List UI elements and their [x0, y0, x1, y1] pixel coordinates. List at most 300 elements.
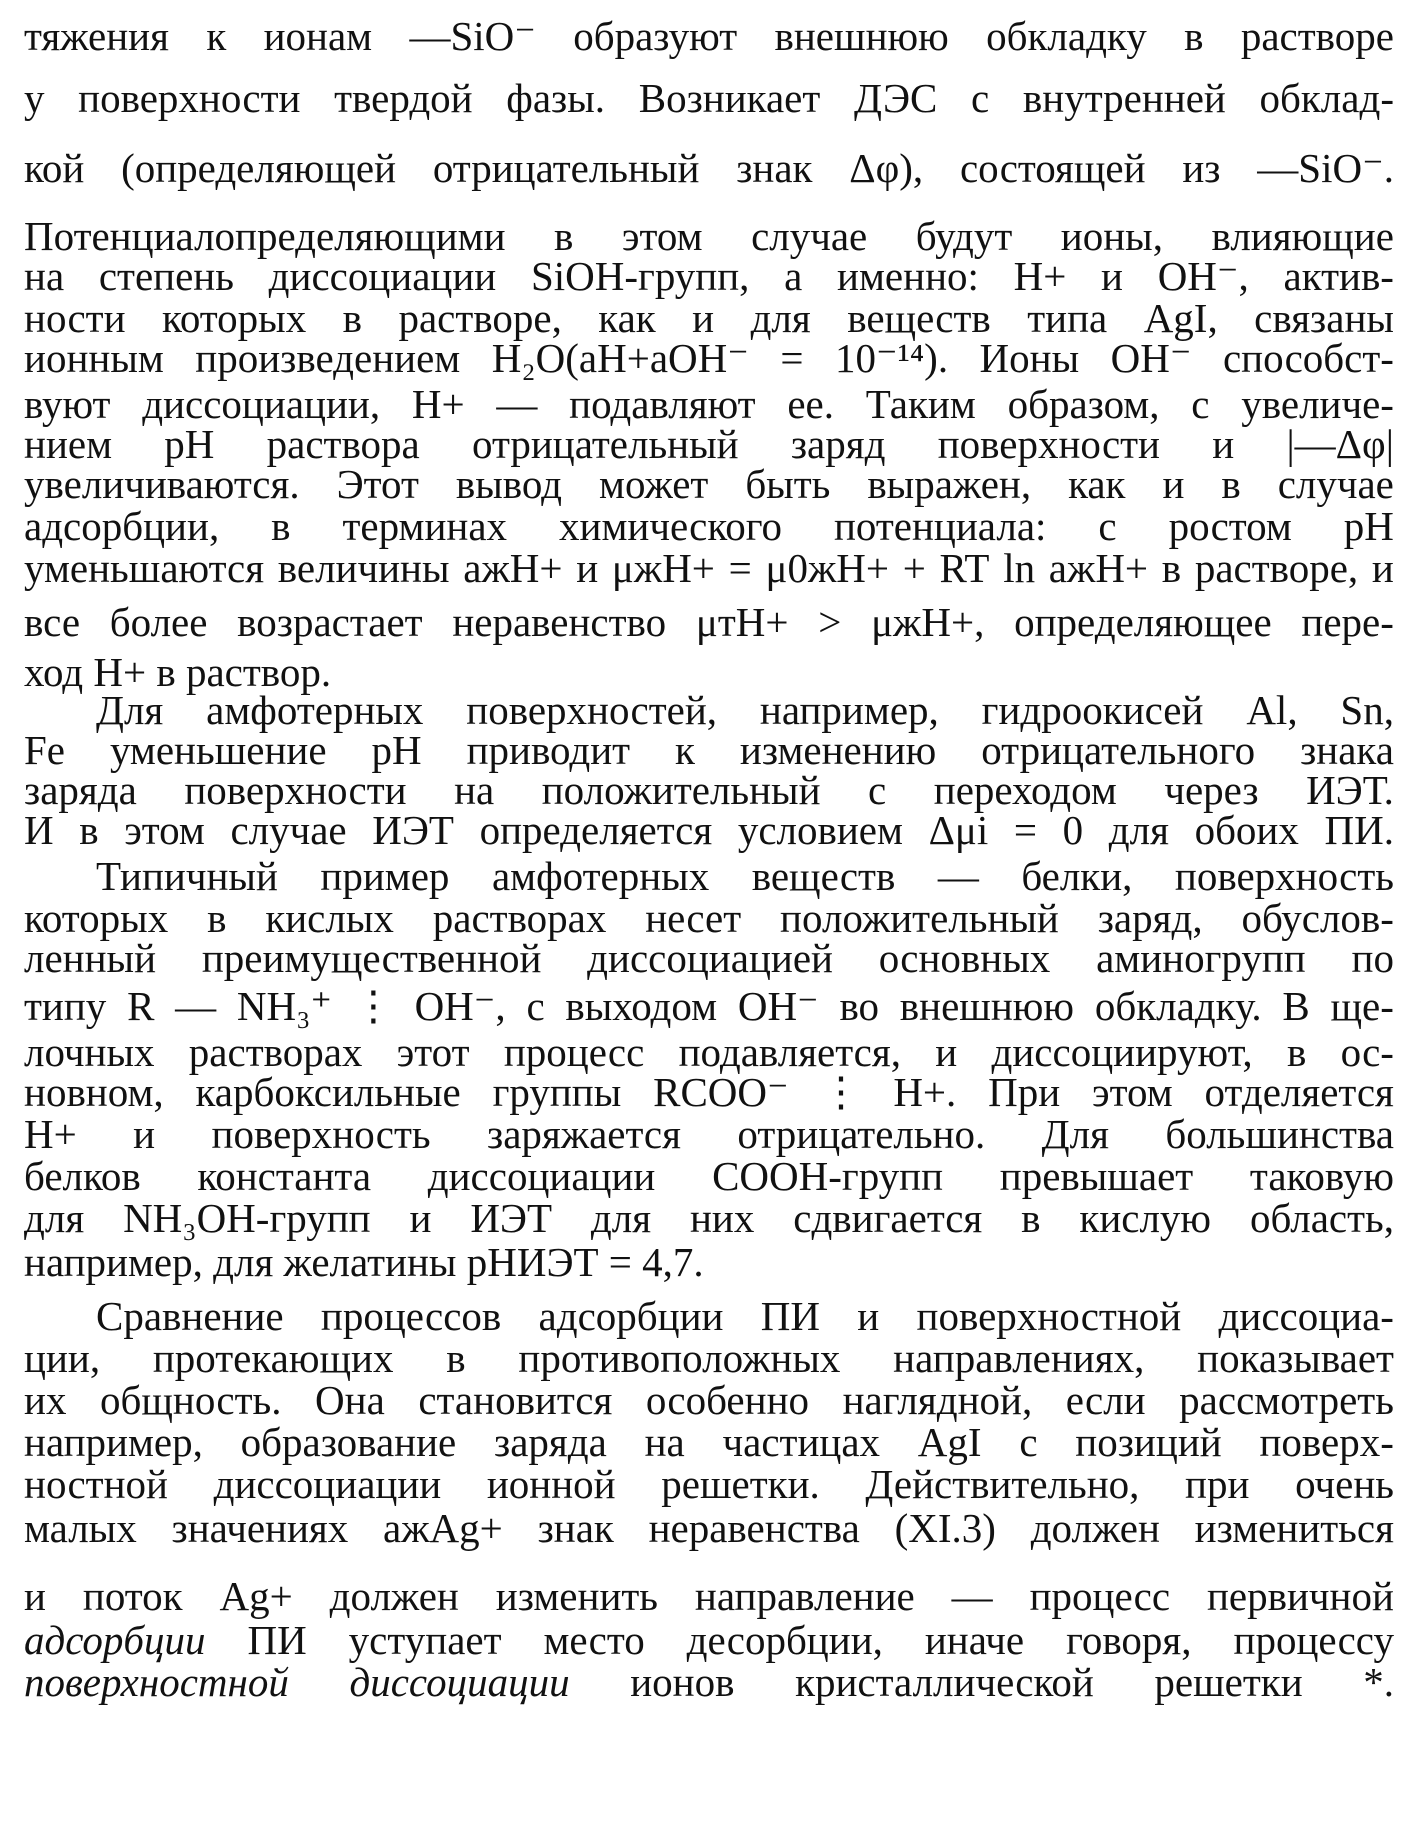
word: которых	[24, 895, 169, 941]
word: Потенциалопределяющими	[24, 213, 506, 259]
word: этом	[1092, 1069, 1173, 1115]
word: растворах	[188, 1029, 363, 1075]
word: очень	[1295, 1461, 1394, 1507]
word: условием	[737, 807, 903, 853]
word: обоих	[1194, 807, 1299, 853]
word: позиций	[1075, 1419, 1222, 1465]
word: в	[271, 503, 291, 549]
word: μжH+,	[871, 599, 985, 645]
word: группы	[492, 1069, 622, 1115]
word: гидроокисей	[981, 687, 1204, 733]
word: ионам	[263, 13, 373, 59]
word: =	[1013, 807, 1038, 853]
word: диссоциируют,	[991, 1029, 1253, 1075]
word: рассмотреть	[1179, 1377, 1394, 1423]
word: их	[24, 1377, 67, 1423]
word: обклад-	[1259, 75, 1394, 121]
word: диссоциации,	[142, 381, 381, 427]
word: и	[1371, 545, 1394, 591]
word: быть	[745, 461, 831, 507]
word: через	[1164, 767, 1259, 813]
word: OH⁻	[737, 983, 819, 1029]
word: направление	[694, 1573, 915, 1619]
word: —	[175, 983, 217, 1029]
word: фазы.	[506, 75, 606, 121]
word: подавляют	[569, 381, 756, 427]
word: ионной	[486, 1461, 616, 1507]
word: В	[1282, 983, 1310, 1029]
word: H+	[24, 1111, 77, 1157]
word: как	[1068, 461, 1126, 507]
word: растворе	[1240, 13, 1394, 59]
word: частицах	[722, 1419, 881, 1465]
word: связаны	[1254, 295, 1394, 341]
word: RT	[939, 545, 990, 591]
word: растворе,	[1194, 545, 1359, 591]
text-line: например, для желатины pHИЭТ = 4,7.	[24, 1239, 704, 1285]
word: знак	[736, 145, 813, 191]
word: μтH+	[695, 599, 789, 645]
word: ее.	[787, 381, 835, 427]
word: —SiO⁻.	[1257, 145, 1394, 191]
word: 10⁻¹⁴).	[834, 335, 949, 381]
word: и	[1162, 461, 1185, 507]
word: случае	[1277, 461, 1394, 507]
word: этом	[621, 213, 703, 259]
word: неравенство	[452, 599, 667, 645]
word: выходом	[565, 983, 718, 1029]
word: Действительно,	[865, 1461, 1140, 1507]
word: малых	[24, 1505, 137, 1551]
word: ции,	[24, 1335, 101, 1381]
word: образом,	[1007, 381, 1160, 427]
word: ⋮	[352, 983, 394, 1029]
word: и	[857, 1293, 880, 1339]
word: Δφ),	[849, 145, 924, 191]
word: с	[1191, 381, 1210, 427]
word: общность.	[100, 1377, 282, 1423]
word: во	[839, 983, 880, 1029]
word: —	[951, 1573, 993, 1619]
word: к	[206, 13, 227, 59]
word: с	[1019, 1419, 1038, 1465]
word: для	[24, 1195, 85, 1241]
word: степень	[98, 253, 234, 299]
word: поверхность	[211, 1111, 431, 1157]
word: лочных	[24, 1029, 155, 1075]
word: с	[526, 983, 545, 1029]
word: положительный	[780, 895, 1059, 941]
word: вывод	[455, 461, 563, 507]
word: H+	[411, 381, 465, 427]
word: должен	[1030, 1505, 1160, 1551]
text-line	[24, 1654, 1394, 1710]
word: из	[1182, 145, 1221, 191]
word: знак	[537, 1505, 614, 1551]
word: в	[1021, 1195, 1041, 1241]
word: по	[1351, 935, 1394, 981]
word: с	[868, 767, 887, 813]
word: наглядной,	[842, 1377, 1033, 1423]
word: μ0жH+	[765, 545, 890, 591]
word: ростом	[1168, 503, 1292, 549]
word: пример	[320, 853, 450, 899]
word: состоящей	[959, 145, 1146, 191]
word: на	[454, 767, 495, 813]
word: адсорбции	[24, 1617, 206, 1663]
word: направлениях,	[893, 1335, 1145, 1381]
text-line	[24, 8, 1394, 64]
word: амфотерных	[206, 687, 424, 733]
word: отделяется	[1204, 1069, 1394, 1115]
word: изменению	[739, 727, 937, 773]
word: (XI.3)	[894, 1505, 996, 1551]
word: химического	[559, 503, 782, 549]
word: RCOO⁻	[653, 1069, 789, 1115]
word: H+.	[893, 1069, 957, 1115]
word: поверх-	[1259, 1419, 1394, 1465]
word: в	[342, 295, 363, 341]
word: Sn,	[1340, 687, 1394, 733]
word: поверхностной	[24, 1659, 289, 1705]
word: ПИ	[247, 1617, 307, 1663]
word: может	[599, 461, 709, 507]
word: пере-	[1301, 599, 1394, 645]
word: переходом	[933, 767, 1117, 813]
word: SiOH-групп,	[530, 253, 750, 299]
word: растворе,	[398, 295, 562, 341]
word: ИЭТ.	[1306, 767, 1394, 813]
word: а	[784, 253, 803, 299]
word: заряда	[24, 767, 137, 813]
word: у	[24, 75, 45, 121]
word: нием	[24, 421, 113, 467]
word: отрицательный	[471, 421, 739, 467]
word: Fe	[24, 727, 65, 773]
word: решетки.	[661, 1461, 820, 1507]
word: если	[1065, 1377, 1146, 1423]
word: μжH+	[611, 545, 715, 591]
word: произведением	[195, 335, 461, 381]
word: как	[598, 295, 656, 341]
word: особенно	[645, 1377, 810, 1423]
word: поверхность	[1174, 853, 1394, 899]
word: pH	[1343, 503, 1394, 549]
word: поверхностной	[916, 1293, 1182, 1339]
word: 0	[1062, 807, 1084, 853]
word: потенциала:	[833, 503, 1047, 549]
word: знака	[1300, 727, 1394, 773]
word: ПИ	[760, 1293, 820, 1339]
word: с	[1098, 503, 1117, 549]
word: определяется	[479, 807, 713, 853]
text-line	[24, 140, 1394, 196]
word: >	[818, 599, 842, 645]
word: ионов	[630, 1659, 735, 1705]
word: (определяющей	[121, 145, 397, 191]
word: все	[24, 599, 81, 645]
word: процесс	[1029, 1573, 1171, 1619]
word: aжAg+	[383, 1505, 503, 1551]
word: диссоциацией	[587, 935, 833, 981]
word: вуют	[24, 381, 111, 427]
word: диссоциации	[349, 1659, 570, 1705]
word: диссоциации	[268, 253, 497, 299]
word: Al,	[1246, 687, 1298, 733]
word: этот	[396, 1029, 470, 1075]
word: pH	[164, 421, 215, 467]
word: типа	[1027, 295, 1108, 341]
word: —SiO⁻	[409, 13, 536, 59]
word: =	[780, 335, 804, 381]
word: NH₃OH-групп	[123, 1195, 371, 1241]
word: R	[127, 983, 155, 1029]
word: в	[446, 1335, 466, 1381]
word: и	[133, 1111, 156, 1157]
word: и	[409, 1195, 432, 1241]
word: неравенства	[648, 1505, 860, 1551]
word: ионы,	[1060, 213, 1163, 259]
word: aжH+	[1048, 545, 1149, 591]
word: отрицательного	[981, 727, 1256, 773]
word: случае	[751, 213, 868, 259]
word: =	[728, 545, 752, 591]
word: актив-	[1283, 253, 1394, 299]
word: внешнюю	[899, 983, 1075, 1029]
word: с	[971, 75, 990, 121]
word: растворах	[432, 895, 607, 941]
word: ИЭТ	[470, 1195, 553, 1241]
word: случае	[230, 807, 347, 853]
word: образуют	[573, 13, 738, 59]
text-line	[24, 540, 1394, 596]
word: COOH-групп	[712, 1153, 944, 1199]
word: говоря,	[1066, 1617, 1192, 1663]
word: кислых	[265, 895, 394, 941]
word: веществ	[751, 853, 896, 899]
word: изменить	[495, 1573, 658, 1619]
word: внутренней	[1022, 75, 1226, 121]
word: амфотерных	[491, 853, 710, 899]
word: заряд,	[1097, 895, 1203, 941]
word: OH⁻,	[414, 983, 506, 1029]
word: pH	[371, 727, 422, 773]
word: уменьшаются	[24, 545, 265, 591]
word: карбоксильные	[195, 1069, 461, 1115]
word: AgI	[917, 1419, 982, 1465]
word: внешнюю	[774, 13, 949, 59]
word: заряжается	[487, 1111, 681, 1157]
word: в	[554, 213, 574, 259]
word: к	[675, 727, 695, 773]
word: диссоциа-	[1218, 1293, 1394, 1339]
word: поток	[82, 1573, 183, 1619]
word: ионным	[24, 335, 164, 381]
word: Таким	[865, 381, 976, 427]
word: несет	[645, 895, 742, 941]
word: увеличиваются.	[24, 461, 300, 507]
word: в	[1221, 461, 1241, 507]
word: адсорбции	[538, 1293, 724, 1339]
word: кой	[24, 145, 85, 191]
word: уступает	[348, 1617, 502, 1663]
word: которых	[161, 295, 307, 341]
word: NH₃⁺	[236, 983, 333, 1029]
word: Δμi	[928, 807, 989, 853]
word: и	[1101, 253, 1123, 299]
word: адсорбции,	[24, 503, 220, 549]
word: Для	[96, 687, 164, 733]
text-line	[24, 70, 1394, 126]
word: обуслов-	[1241, 895, 1394, 941]
word: поверхностей,	[466, 687, 718, 733]
word: увеличе-	[1241, 381, 1394, 427]
word: поверхности	[184, 767, 407, 813]
word: и	[24, 1573, 46, 1619]
word: в	[207, 895, 227, 941]
word: например,	[24, 1419, 203, 1465]
word: ⋮	[820, 1069, 862, 1115]
word: влияющие	[1211, 213, 1394, 259]
word: определяющее	[1014, 599, 1272, 645]
word: обкладку.	[1094, 983, 1262, 1029]
word: значениях	[171, 1505, 349, 1551]
word: ще-	[1330, 983, 1394, 1029]
word: в	[79, 807, 99, 853]
word: белки,	[1021, 853, 1133, 899]
word: тяжения	[24, 13, 169, 59]
word: терминах	[342, 503, 508, 549]
word: и	[692, 295, 715, 341]
word: раствора	[266, 421, 420, 467]
word: диссоциации	[213, 1461, 442, 1507]
text-line: ход H+ в раствор.	[24, 649, 332, 695]
word: при	[1185, 1461, 1250, 1507]
word: на	[24, 253, 65, 299]
word: в	[1286, 1029, 1307, 1075]
word: ос-	[1340, 1029, 1394, 1075]
word: отрицательный	[432, 145, 700, 191]
word: ностной	[24, 1461, 168, 1507]
word: процессу	[1233, 1617, 1394, 1663]
word: И	[24, 807, 54, 853]
word: —	[937, 853, 979, 899]
word: —	[496, 381, 538, 427]
word: превышает	[999, 1153, 1194, 1199]
word: противоположных	[518, 1335, 841, 1381]
word: более	[109, 599, 208, 645]
word: способст-	[1222, 335, 1394, 381]
word: например,	[759, 687, 939, 733]
word: для	[1108, 807, 1169, 853]
text-line	[24, 594, 1394, 650]
word: подавляется,	[678, 1029, 901, 1075]
word: твердой	[334, 75, 473, 121]
word: диссоциации	[427, 1153, 656, 1199]
word: Ag+	[219, 1573, 293, 1619]
word: будут	[915, 213, 1013, 259]
word: образование	[240, 1419, 457, 1465]
word: типу	[24, 983, 107, 1029]
word: этом	[124, 807, 205, 853]
word: процессов	[320, 1293, 502, 1339]
word: |—Δφ|	[1286, 421, 1394, 467]
word: отрицательно.	[737, 1111, 986, 1157]
word: них	[689, 1195, 755, 1241]
word: поверхности	[78, 75, 301, 121]
word: величины	[277, 545, 450, 591]
word: первичной	[1206, 1573, 1394, 1619]
word: именно:	[837, 253, 979, 299]
word: кристаллической	[795, 1659, 1094, 1705]
word: Ионы	[979, 335, 1080, 381]
word: Для	[1041, 1111, 1109, 1157]
word: обкладку	[986, 13, 1147, 59]
word: AgI,	[1143, 295, 1218, 341]
word: в	[1184, 13, 1204, 59]
word: Типичный	[96, 853, 278, 899]
word: преимущественной	[201, 935, 542, 981]
word: область,	[1249, 1195, 1394, 1241]
word: Этот	[336, 461, 419, 507]
word: aжH+	[463, 545, 563, 591]
word: +	[902, 545, 926, 591]
word: в	[1161, 545, 1182, 591]
word: и	[1212, 421, 1235, 467]
word: место	[543, 1617, 645, 1663]
word: OH⁻	[1110, 335, 1192, 381]
word: и	[935, 1029, 958, 1075]
word: ности	[24, 295, 126, 341]
word: ИЭТ	[372, 807, 454, 853]
word: иначе	[924, 1617, 1025, 1663]
word: и	[576, 545, 599, 591]
word: ленный	[24, 935, 157, 981]
word: H+	[1013, 253, 1067, 299]
word: для	[590, 1195, 652, 1241]
word: приводит	[466, 727, 631, 773]
word: процесс	[503, 1029, 645, 1075]
word: При	[988, 1069, 1061, 1115]
word: заряд	[790, 421, 886, 467]
word: протекающих	[152, 1335, 394, 1381]
word: показывает	[1197, 1335, 1394, 1381]
word: основных	[878, 935, 1051, 981]
word: решетки	[1154, 1659, 1303, 1705]
word: аминогрупп	[1096, 935, 1306, 981]
word: заряда	[494, 1419, 607, 1465]
word: *.	[1363, 1659, 1394, 1705]
word: OH⁻,	[1157, 253, 1249, 299]
word: измениться	[1194, 1505, 1394, 1551]
word: большинства	[1165, 1111, 1394, 1157]
word: выражен,	[867, 461, 1032, 507]
word: таковую	[1249, 1153, 1394, 1199]
word: на	[644, 1419, 685, 1465]
word: возрастает	[237, 599, 423, 645]
word: Она	[315, 1377, 385, 1423]
text-line	[24, 1500, 1394, 1556]
word: должен	[329, 1573, 459, 1619]
word: ПИ.	[1324, 807, 1394, 853]
word: десорбции,	[686, 1617, 883, 1663]
word: Возникает	[638, 75, 821, 121]
word: ДЭС	[853, 75, 938, 121]
word: сдвигается	[793, 1195, 983, 1241]
word: для	[750, 295, 811, 341]
word: кислую	[1079, 1195, 1212, 1241]
word: положительный	[541, 767, 821, 813]
